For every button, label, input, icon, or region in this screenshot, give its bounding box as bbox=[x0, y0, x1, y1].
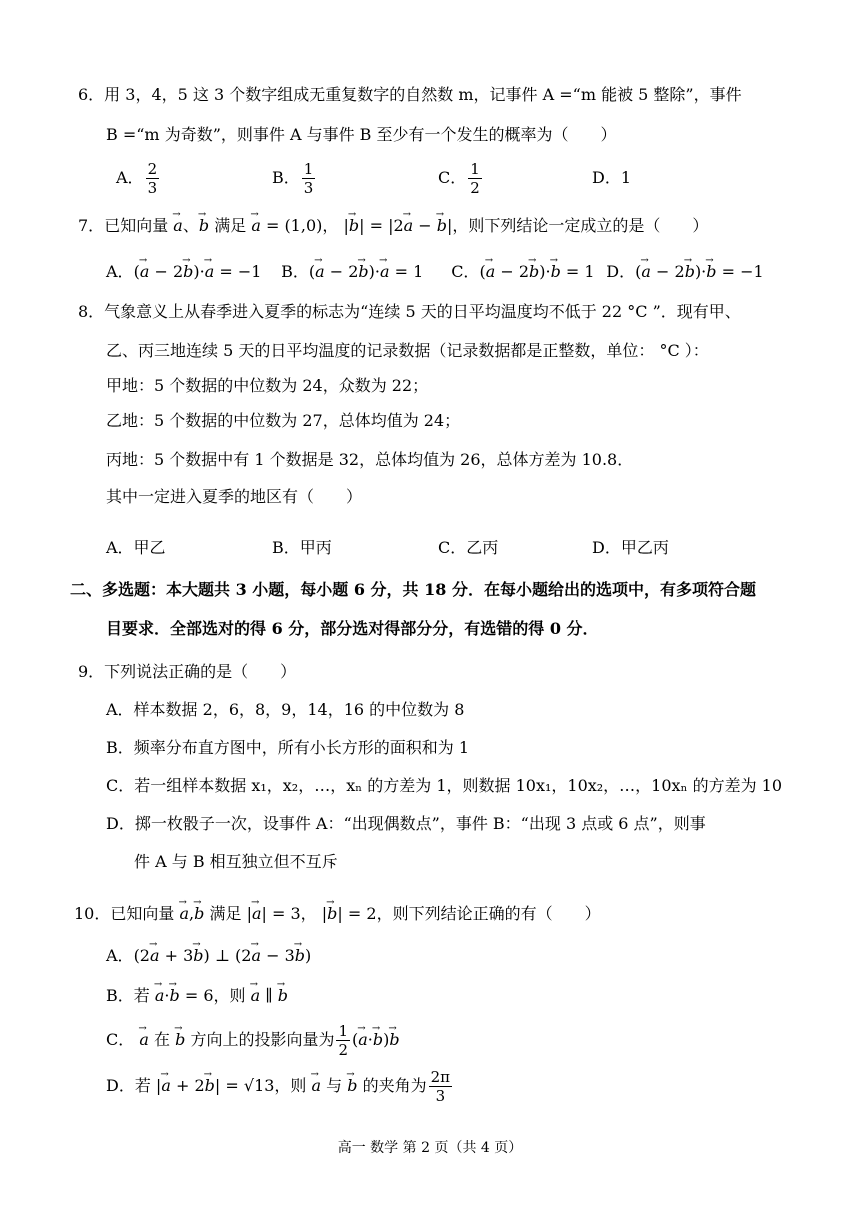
q8-line3: 甲地：5 个数据的中位数为 24，众数为 22； bbox=[106, 376, 429, 395]
fraction: $\frac{2\pi}{3}$ bbox=[430, 1068, 451, 1105]
q8-line4: 乙地：5 个数据的中位数为 27，总体均值为 24； bbox=[106, 411, 461, 430]
q9-option-d-line1: D．掷一枚骰子一次，设事件 A：“出现偶数点”，事件 B：“出现 3 点或 6 点”，则事 bbox=[106, 814, 706, 833]
q7-option-d: D．(→ a − 2→ b)·→ b = −1 bbox=[606, 258, 763, 286]
q7-option-b: B．(→ a − 2→ b)·→ a = 1 bbox=[281, 258, 446, 286]
q6-option-a: A． $\frac{2}{3}$ bbox=[116, 160, 158, 197]
q6-option-b: B． $\frac{1}{3}$ bbox=[272, 160, 314, 197]
fraction: $\frac{1}{2}$ bbox=[470, 160, 480, 197]
q7-options bbox=[106, 258, 764, 286]
q8-line1: 8．气象意义上从春季进入夏季的标志为“连续 5 天的日平均温度均不低于 22 °C ”．现有甲、 bbox=[78, 302, 741, 321]
q9-option-c: C．若一组样本数据 x₁，x₂，…，xₙ 的方差为 1，则数据 10x₁，10x₂，…，10xₙ 的方差为 10 bbox=[106, 776, 783, 795]
q7-option-a: A．(→ a − 2→ b)·→ a = −1 bbox=[106, 258, 276, 286]
q8-option-a: A．甲乙 bbox=[106, 538, 166, 557]
q8-option-d: D．甲乙丙 bbox=[592, 538, 669, 557]
q6-line1: 6．用 3，4，5 这 3 个数字组成无重复数字的自然数 m，记事件 A =“m 能被 5 整除”，事件 bbox=[78, 85, 742, 104]
fraction: $\frac{1}{2}$ bbox=[338, 1022, 348, 1059]
q7-option-c: C．(→ a − 2→ b)·→ b = 1 bbox=[451, 258, 601, 286]
q6-line2: B =“m 为奇数”，则事件 A 与事件 B 至少有一个发生的概率为（ ） bbox=[106, 125, 617, 144]
q7-stem: 7．已知向量 → a、→ b 满足 → a = (1,0)， |→ b| = |2→ a − → b|，则下列结论一定成立的是（ ） bbox=[78, 214, 708, 238]
q6-option-c: C． $\frac{1}{2}$ bbox=[438, 160, 480, 197]
q10-option-d: D．若 |→ a + 2→ b| = √13，则 → a 与 → b 的夹角为 $\frac{2\pi}{3}$ bbox=[106, 1066, 454, 1106]
q9-stem: 9．下列说法正确的是（ ） bbox=[78, 662, 297, 681]
page-footer: 高一 数学 第 2 页（共 4 页） bbox=[337, 1140, 523, 1156]
section2-heading-line1: 二、多选题：本大题共 3 小题，每小题 6 分，共 18 分．在每小题给出的选项中，有多项符合题 bbox=[70, 580, 756, 599]
q8-line2: 乙、丙三地连续 5 天的日平均温度的记录数据（记录数据都是正整数，单位： °C ）： bbox=[106, 341, 709, 360]
fraction: $\frac{2}{3}$ bbox=[147, 160, 158, 197]
fraction: $\frac{1}{3}$ bbox=[303, 160, 314, 197]
q10-option-c: C． → a 在 → b 方向上的投影向量为 $\frac{1}{2}$ (→ a·→ b)→ b bbox=[106, 1020, 400, 1060]
q8-option-b: B．甲丙 bbox=[272, 538, 332, 557]
q9-option-b: B．频率分布直方图中，所有小长方形的面积和为 1 bbox=[106, 738, 470, 757]
q10-stem: 10．已知向量 → a,→ b 满足 |→ a| = 3， |→ b| = 2，则下列结论正确的有（ ） bbox=[74, 902, 601, 926]
q8-line6: 其中一定进入夏季的地区有（ ） bbox=[106, 487, 363, 506]
q6-option-d: D．1 bbox=[592, 168, 632, 187]
q9-option-a: A．样本数据 2，6，8，9，14，16 的中位数为 8 bbox=[106, 700, 465, 719]
q8-options bbox=[106, 526, 806, 570]
section2-heading-line2: 目要求．全部选对的得 6 分，部分选对得部分分，有选错的得 0 分． bbox=[106, 619, 599, 638]
q6-options bbox=[106, 156, 806, 200]
q9-option-d-line2: 件 A 与 B 相互独立但不互斥 bbox=[134, 852, 338, 871]
q10-option-a: A．(2→ a + 3→ b) ⊥ (2→ a − 3→ b) bbox=[106, 942, 311, 970]
q8-line5: 丙地：5 个数据中有 1 个数据是 32，总体均值为 26，总体方差为 10.8． bbox=[106, 450, 634, 469]
q10-option-b: B．若 → a·→ b = 6，则 → a ∥ → b bbox=[106, 982, 288, 1010]
q8-option-c: C．乙丙 bbox=[438, 538, 499, 557]
